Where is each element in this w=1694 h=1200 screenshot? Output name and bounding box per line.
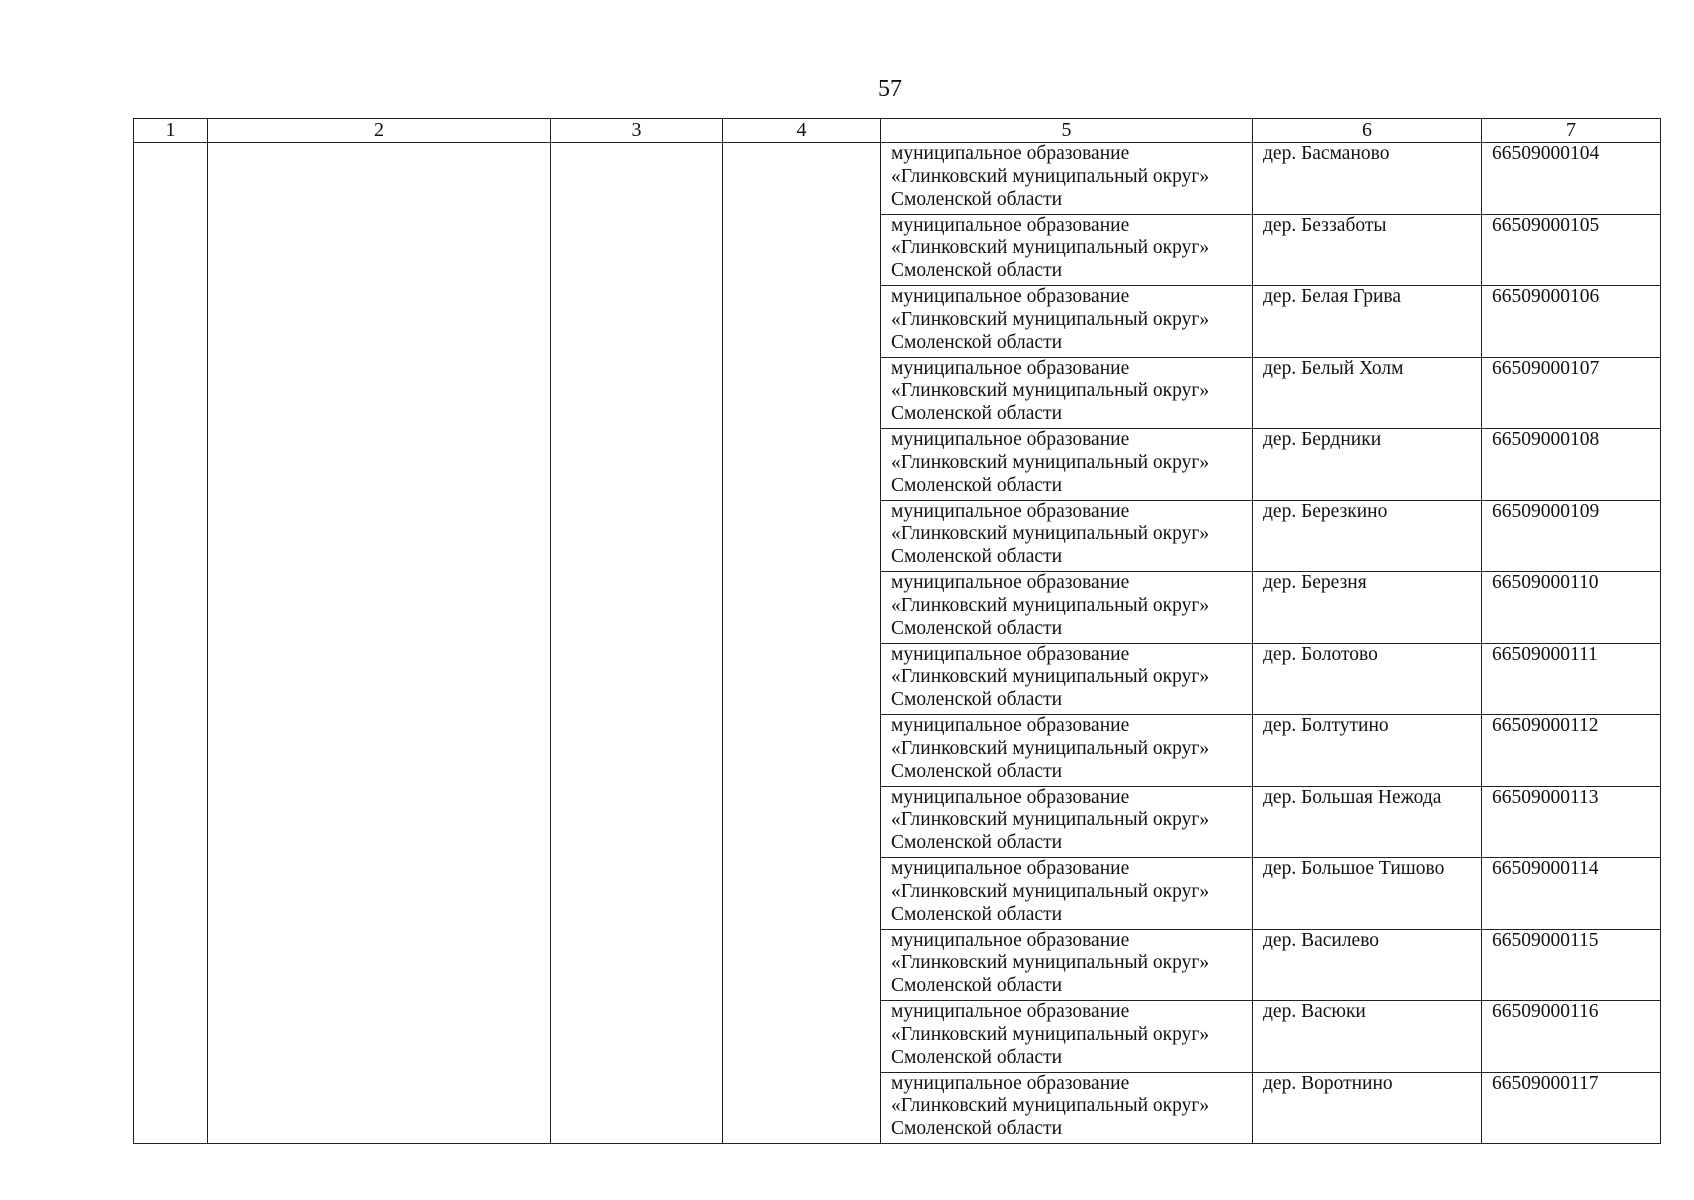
oktmo-code-cell: 66509000104 [1482,143,1661,215]
empty-cell-col1 [134,143,208,1144]
entity-line: «Глинковский муниципальный округ» [891,451,1210,473]
entity-line: «Глинковский муниципальный округ» [891,523,1210,545]
settlement-cell: дер. Василево [1253,929,1482,1001]
entity-line: муниципальное образование [891,643,1130,665]
column-number-header: 3 [551,119,723,143]
column-number-row [134,119,1661,143]
settlement-cell: дер. Большая Нежода [1253,786,1482,858]
entity-line: муниципальное образование [891,500,1130,522]
entity-line: муниципальное образование [891,143,1130,164]
entity-line: Смоленской области [891,903,1063,925]
entity-line: муниципальное образование [891,429,1130,450]
oktmo-code-cell: 66509000114 [1482,858,1661,930]
oktmo-code-cell: 66509000109 [1482,500,1661,572]
entity-line: Смоленской области [891,617,1063,639]
entity-line: муниципальное образование [891,715,1130,736]
entity-line: Смоленской области [891,188,1063,210]
entity-line: Смоленской области [891,832,1063,854]
oktmo-code-cell: 66509000112 [1482,715,1661,787]
settlement-cell: дер. Березня [1253,572,1482,644]
entity-line: Смоленской области [891,1046,1063,1068]
oktmo-code-cell: 66509000117 [1482,1072,1661,1144]
column-number-header: 7 [1482,119,1661,143]
entity-line: муниципальное образование [891,786,1130,808]
municipal-entity-cell [881,786,1253,858]
entity-line: Смоленской области [891,975,1063,997]
settlement-cell: дер. Беззаботы [1253,214,1482,286]
municipal-entity-cell [881,715,1253,787]
entity-line: Смоленской области [891,331,1063,353]
column-number-header: 5 [881,119,1253,143]
entity-line: муниципальное образование [891,1072,1130,1094]
oktmo-code-cell: 66509000106 [1482,286,1661,358]
municipal-entity-cell [881,929,1253,1001]
entity-line: муниципальное образование [891,1001,1130,1022]
oktmo-code-cell: 66509000116 [1482,1001,1661,1073]
entity-line: муниципальное образование [891,357,1130,379]
settlement-cell: дер. Белая Грива [1253,286,1482,358]
oktmo-code-cell: 66509000113 [1482,786,1661,858]
entity-line: «Глинковский муниципальный округ» [891,1023,1210,1045]
oktmo-code-cell: 66509000115 [1482,929,1661,1001]
settlement-cell: дер. Болотово [1253,643,1482,715]
entity-line: «Глинковский муниципальный округ» [891,880,1210,902]
entity-line: муниципальное образование [891,572,1130,593]
entity-line: муниципальное образование [891,929,1130,951]
municipal-entity-cell [881,214,1253,286]
entity-line: Смоленской области [891,474,1063,496]
column-number-header: 2 [208,119,551,143]
entity-line: Смоленской области [891,760,1063,782]
entity-line: муниципальное образование [891,858,1130,879]
column-number-header: 6 [1253,119,1482,143]
empty-cell-col3 [551,143,723,1144]
entity-line: муниципальное образование [891,286,1130,307]
entity-line: «Глинковский муниципальный округ» [891,380,1210,402]
municipal-entity-cell [881,572,1253,644]
page-number: 57 [878,76,902,102]
oktmo-code-cell: 66509000105 [1482,214,1661,286]
entity-line: «Глинковский муниципальный округ» [891,308,1210,330]
registry-table [133,118,1661,1144]
settlement-cell: дер. Белый Холм [1253,357,1482,429]
entity-line: Смоленской области [891,403,1063,425]
municipal-entity-cell [881,1001,1253,1073]
entity-line: Смоленской области [891,546,1063,568]
municipal-entity-cell [881,643,1253,715]
settlement-cell: дер. Васюки [1253,1001,1482,1073]
entity-line: «Глинковский муниципальный округ» [891,809,1210,831]
column-number-header: 4 [723,119,881,143]
settlement-cell: дер. Басманово [1253,143,1482,215]
entity-line: Смоленской области [891,689,1063,711]
table-body [134,143,1661,1144]
entity-line: «Глинковский муниципальный округ» [891,237,1210,259]
empty-cell-col4 [723,143,881,1144]
municipal-entity-cell [881,1072,1253,1144]
settlement-cell: дер. Воротнино [1253,1072,1482,1144]
empty-cell-col2 [208,143,551,1144]
municipal-entity-cell [881,286,1253,358]
municipal-entity-cell [881,143,1253,215]
entity-line: муниципальное образование [891,214,1130,236]
entity-line: «Глинковский муниципальный округ» [891,165,1210,187]
entity-line: «Глинковский муниципальный округ» [891,594,1210,616]
municipal-entity-cell [881,429,1253,501]
settlement-cell: дер. Болтутино [1253,715,1482,787]
entity-line: «Глинковский муниципальный округ» [891,952,1210,974]
table-row [134,143,1661,215]
municipal-entity-cell [881,500,1253,572]
entity-line: «Глинковский муниципальный округ» [891,666,1210,688]
oktmo-code-cell: 66509000107 [1482,357,1661,429]
settlement-cell: дер. Березкино [1253,500,1482,572]
entity-line: Смоленской области [891,260,1063,282]
entity-line: «Глинковский муниципальный округ» [891,737,1210,759]
municipal-entity-cell [881,858,1253,930]
oktmo-code-cell: 66509000108 [1482,429,1661,501]
settlement-cell: дер. Большое Тишово [1253,858,1482,930]
column-number-header: 1 [134,119,208,143]
oktmo-code-cell: 66509000110 [1482,572,1661,644]
municipal-entity-cell [881,357,1253,429]
entity-line: «Глинковский муниципальный округ» [891,1095,1210,1117]
settlement-cell: дер. Бердники [1253,429,1482,501]
oktmo-code-cell: 66509000111 [1482,643,1661,715]
entity-line: Смоленской области [891,1118,1063,1140]
